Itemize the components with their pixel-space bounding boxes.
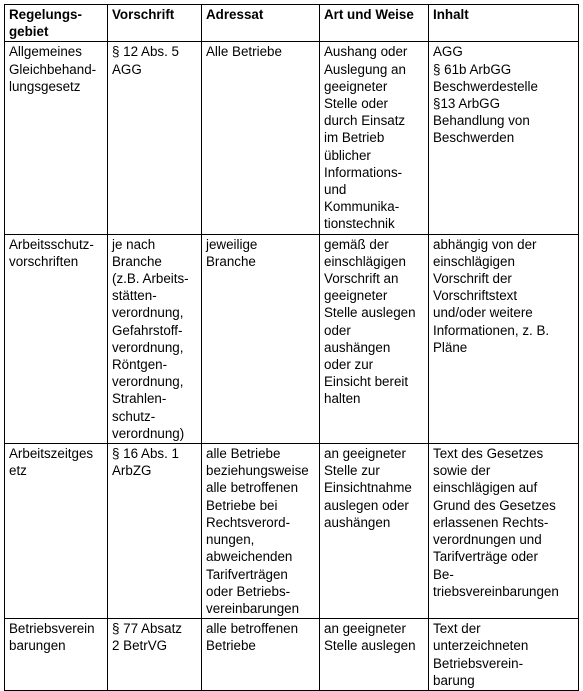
table-cell-regelungsgebiet: Arbeitszeitges etz	[5, 444, 108, 619]
header-regelungsgebiet: Regelungs- gebiet	[5, 5, 108, 42]
header-art-und-weise: Art und Weise	[320, 5, 429, 42]
table-cell-art-und-weise: Aushang oder Auslegung an geeigneter Stelle oder durch Einsatz im Betrieb üblicher Informations- und Kommunika- tionstechnik	[320, 42, 429, 234]
table-cell-regelungsgebiet: Betriebsverein barungen	[5, 619, 108, 691]
table-cell-art-und-weise: an geeigneter Stelle auslegen	[320, 619, 429, 691]
header-vorschrift: Vorschrift	[108, 5, 202, 42]
table-cell-regelungsgebiet: Arbeitsschutz- vorschriften	[5, 234, 108, 443]
header-adressat: Adressat	[202, 5, 320, 42]
table-cell-adressat: alle betroffenen Betriebe	[202, 619, 320, 691]
table-cell-adressat: Alle Betriebe	[202, 42, 320, 234]
table-cell-art-und-weise: an geeigneter Stelle zur Einsichtnahme auslegen oder aushängen	[320, 444, 429, 619]
table-cell-vorschrift: § 16 Abs. 1 ArbZG	[108, 444, 202, 619]
table-row	[5, 234, 579, 443]
table-cell-vorschrift: § 77 Absatz 2 BetrVG	[108, 619, 202, 691]
table-cell-adressat: alle Betriebe beziehungsweise alle betroffenen Betriebe bei Rechtsverord- nungen, abweichenden Tarifverträgen oder Betriebs- vereinbarungen	[202, 444, 320, 619]
table-cell-adressat: jeweilige Branche	[202, 234, 320, 443]
table-row	[5, 444, 579, 619]
table-cell-inhalt: abhängig von der einschlägigen Vorschrift der Vorschriftstext und/oder weitere Informationen, z. B. Pläne	[429, 234, 579, 443]
table-row	[5, 42, 579, 234]
table-header-row	[5, 5, 579, 42]
regulations-table	[4, 4, 579, 691]
table-cell-inhalt: AGG § 61b ArbGG Beschwerdestelle §13 ArbGG Behandlung von Beschwerden	[429, 42, 579, 234]
table-row	[5, 619, 579, 691]
table-cell-art-und-weise: gemäß der einschlägigen Vorschrift an geeigneter Stelle auslegen oder aushängen oder zur Einsicht bereit halten	[320, 234, 429, 443]
table-cell-vorschrift: je nach Branche (z.B. Arbeits- stätten- verordnung, Gefahrstoff- verordnung, Röntgen- verordnung, Strahlen- schutz- verordnung)	[108, 234, 202, 443]
table-cell-regelungsgebiet: Allgemeines Gleichbehand- lungsgesetz	[5, 42, 108, 234]
table-cell-inhalt: Text der unterzeichneten Betriebsverein- barung	[429, 619, 579, 691]
header-inhalt: Inhalt	[429, 5, 579, 42]
table-cell-inhalt: Text des Gesetzes sowie der einschlägigen auf Grund des Gesetzes erlassenen Rechts- verordnungen und Tarifverträge oder Be- triebsvereinbarungen	[429, 444, 579, 619]
table-cell-vorschrift: § 12 Abs. 5 AGG	[108, 42, 202, 234]
